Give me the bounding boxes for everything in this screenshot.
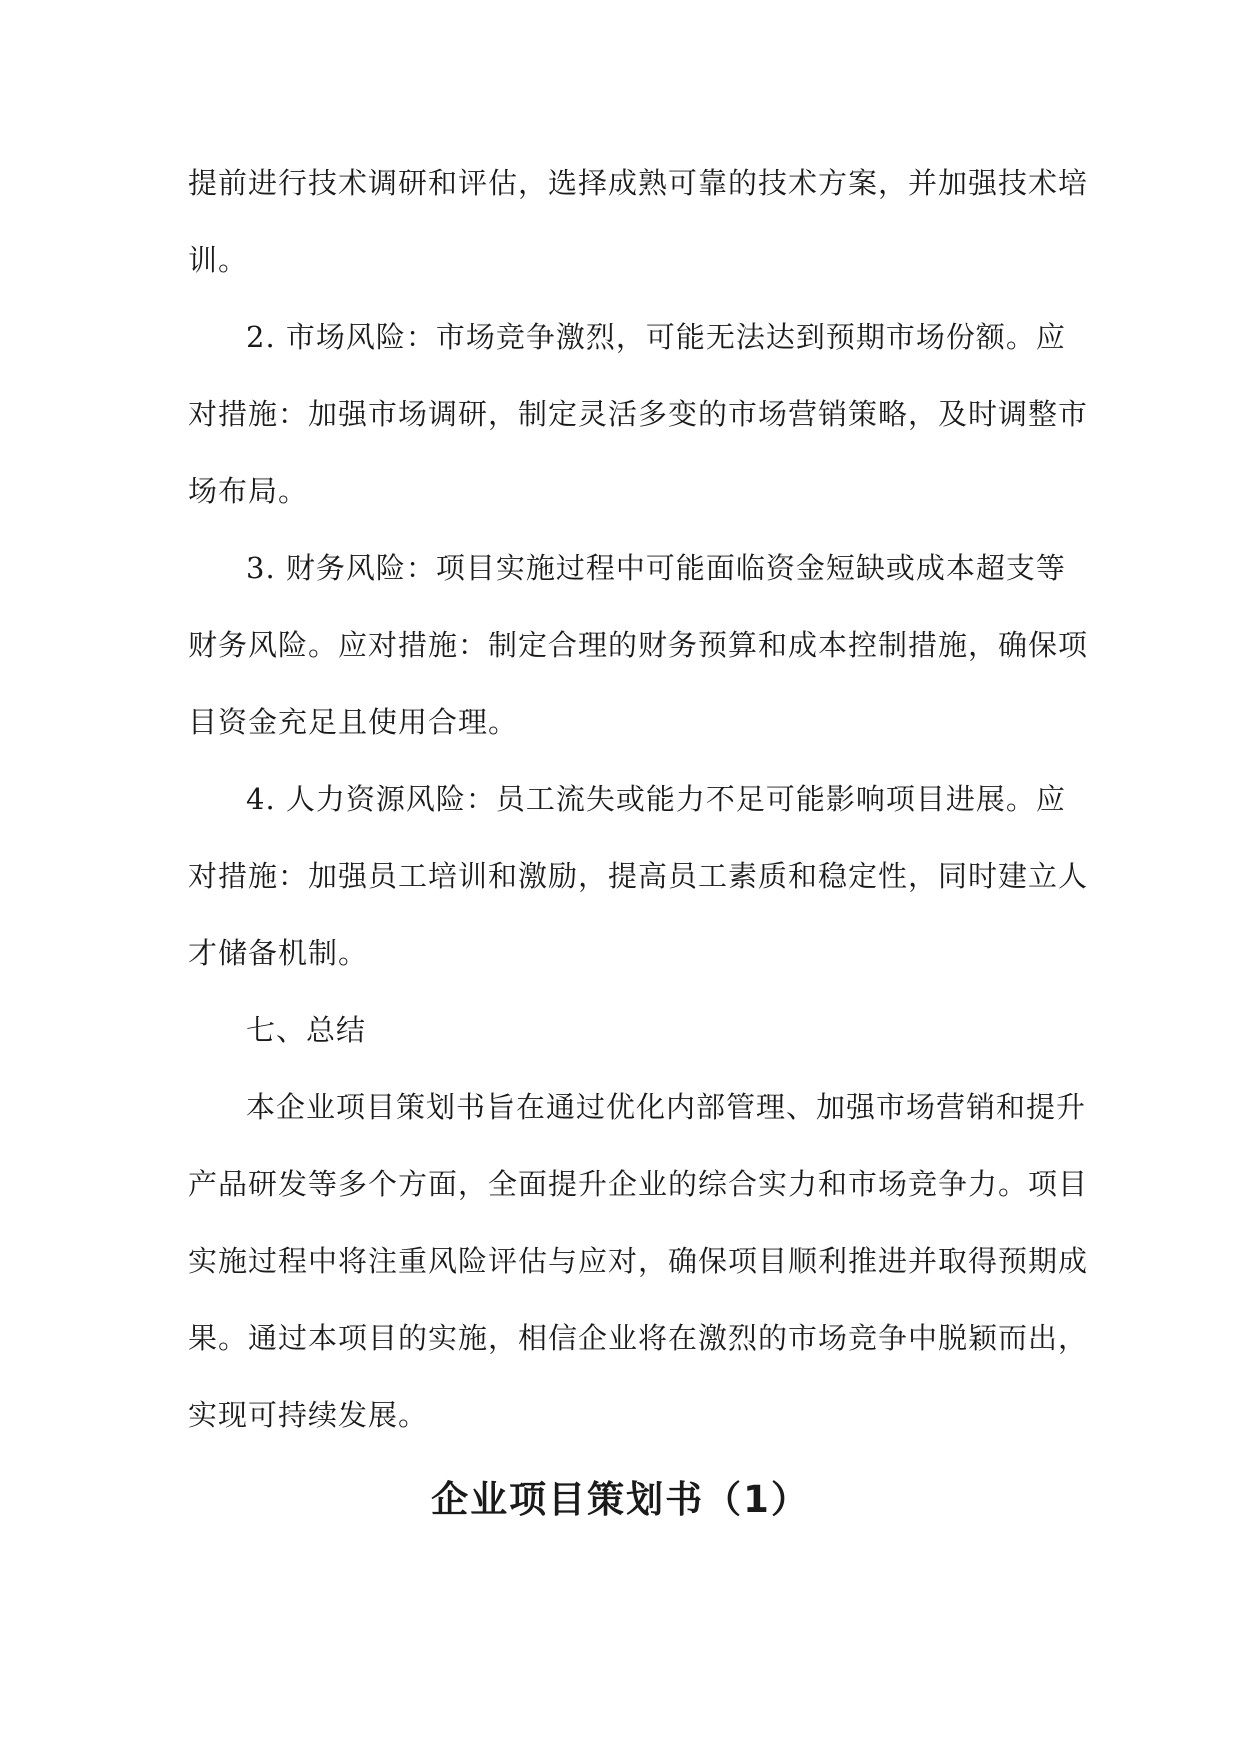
summary-paragraph: 本企业项目策划书旨在通过优化内部管理、加强市场营销和提升 (246, 1090, 1087, 1124)
text-line: 才储备机制。 (188, 936, 369, 970)
text-line: 对措施：加强市场调研，制定灵活多变的市场营销策略，及时调整市 (188, 397, 1089, 431)
text-line: 实施过程中将注重风险评估与应对，确保项目顺利推进并取得预期成 (188, 1244, 1089, 1278)
text-line: 场布局。 (188, 474, 309, 508)
risk-item-market: 2. 市场风险：市场竞争激烈，可能无法达到预期市场份额。应 (246, 320, 1066, 354)
text-line: 训。 (188, 243, 249, 277)
text-line: 对措施：加强员工培训和激励，提高员工素质和稳定性，同时建立人 (188, 859, 1089, 893)
text-line: 目资金充足且使用合理。 (188, 705, 519, 739)
text-line: 财务风险。应对措施：制定合理的财务预算和成本控制措施，确保项 (188, 628, 1089, 662)
risk-item-hr: 4. 人力资源风险：员工流失或能力不足可能影响项目进展。应 (246, 782, 1066, 816)
document-title: 企业项目策划书（1） (431, 1478, 810, 1521)
section-heading-summary: 七、总结 (246, 1013, 367, 1047)
risk-item-finance: 3. 财务风险：项目实施过程中可能面临资金短缺或成本超支等 (246, 551, 1066, 585)
text-line: 产品研发等多个方面，全面提升企业的综合实力和市场竞争力。项目 (188, 1167, 1089, 1201)
text-line: 果。通过本项目的实施，相信企业将在激烈的市场竞争中脱颖而出， (188, 1321, 1089, 1355)
body-text (188, 145, 1089, 1454)
text-line: 提前进行技术调研和评估，选择成熟可靠的技术方案，并加强技术培 (188, 166, 1089, 200)
text-line: 实现可持续发展。 (188, 1398, 429, 1432)
